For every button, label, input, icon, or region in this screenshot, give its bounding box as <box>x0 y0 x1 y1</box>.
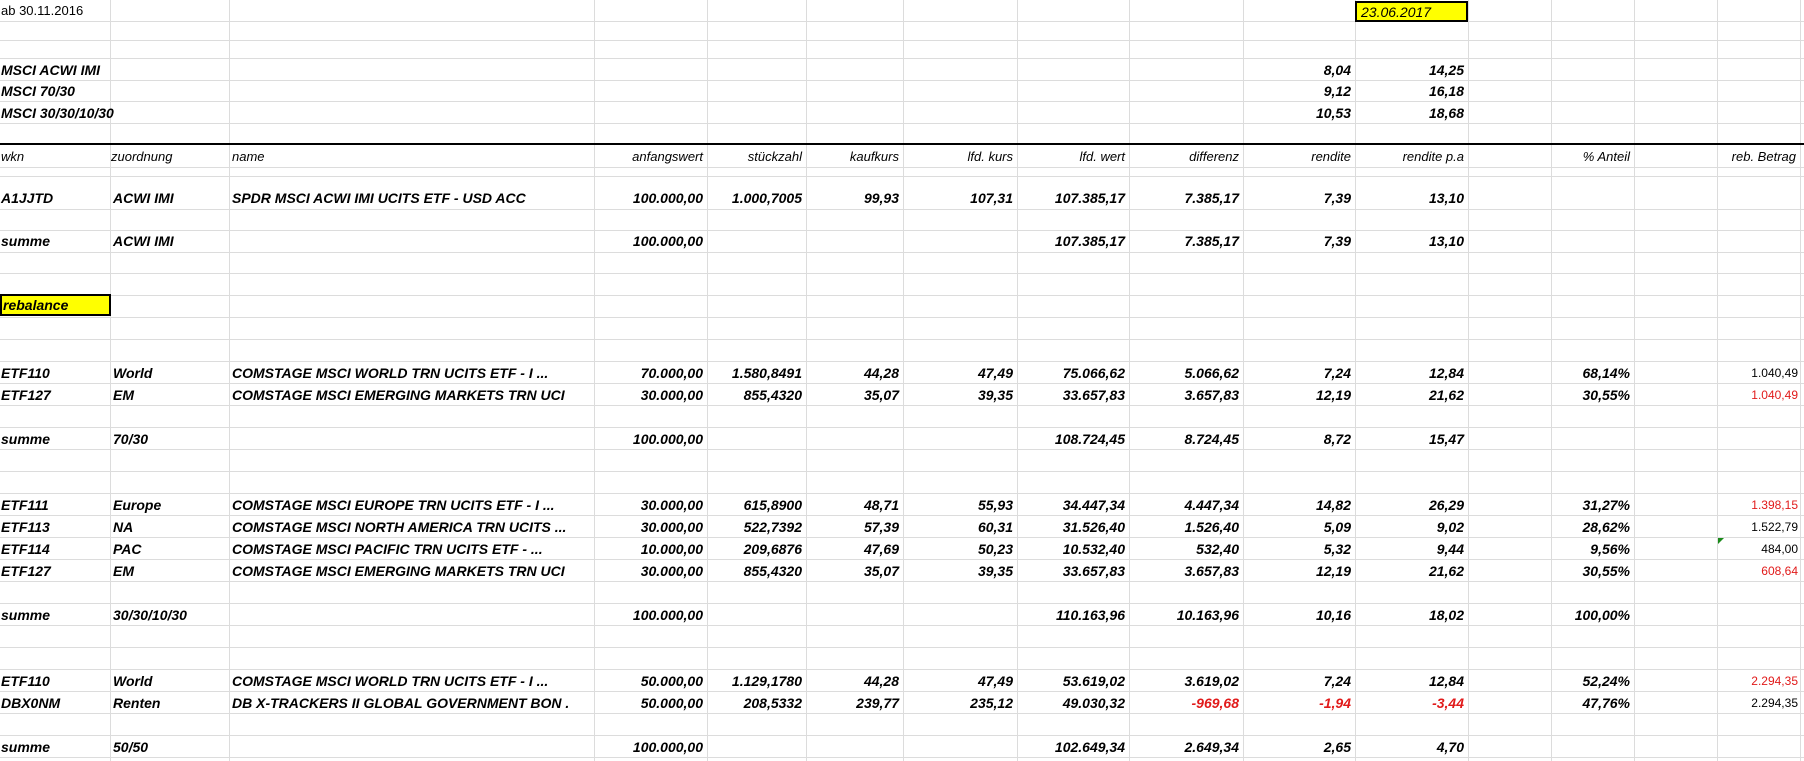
cell-kaufkurs[interactable]: 35,07 <box>863 563 899 579</box>
cell-lfd-wert[interactable]: 34.447,34 <box>1062 497 1125 513</box>
gridline <box>0 647 1804 648</box>
gridline <box>0 603 1804 604</box>
cell-lfd-kurs[interactable]: 55,93 <box>977 497 1013 513</box>
cell-name[interactable]: COMSTAGE MSCI PACIFIC TRN UCITS ETF - ... <box>232 541 543 557</box>
cell-lfd-kurs[interactable]: 39,35 <box>977 387 1013 403</box>
cell-benchmark-v2[interactable]: 14,25 <box>1428 62 1464 78</box>
cell-anfangswert[interactable]: 30.000,00 <box>640 497 703 513</box>
cell-anfangswert[interactable]: 100.000,00 <box>632 190 703 206</box>
cell-stueckzahl[interactable]: 522,7392 <box>743 519 802 535</box>
cell-kaufkurs[interactable]: 48,71 <box>863 497 899 513</box>
gridline <box>0 21 1804 22</box>
date-row <box>0 1 1804 21</box>
header-zuordnung[interactable]: zuordnung <box>111 149 173 164</box>
gridline <box>0 58 1804 59</box>
cell-rendite-pa[interactable]: 13,10 <box>1428 190 1464 206</box>
cell-rendite[interactable]: -1,94 <box>1319 695 1351 711</box>
cell-reb-betrag[interactable]: 1.040,49 <box>1751 388 1798 402</box>
summary-row <box>0 737 1804 757</box>
cell-rendite[interactable]: 7,39 <box>1323 190 1351 206</box>
cell-reb-betrag[interactable]: 2.294,35 <box>1751 696 1798 710</box>
header-name[interactable]: name <box>232 149 265 164</box>
gridline <box>0 625 1804 626</box>
cell-zuordnung[interactable]: World <box>113 365 153 381</box>
cell-zuordnung[interactable]: PAC <box>113 541 142 557</box>
table-row <box>0 363 1804 383</box>
cell-lfd-kurs[interactable]: 47,49 <box>977 673 1013 689</box>
cell-date[interactable]: ab 30.11.2016 <box>1 3 84 18</box>
summary-row <box>0 231 1804 251</box>
gridline <box>0 317 1804 318</box>
gridline <box>0 713 1804 714</box>
cell-anteil[interactable]: 47,76% <box>1582 695 1630 711</box>
cell-differenz[interactable]: 532,40 <box>1196 541 1239 557</box>
header-rendite[interactable]: rendite <box>1311 149 1351 164</box>
cell-name[interactable]: COMSTAGE MSCI NORTH AMERICA TRN UCITS ... <box>232 519 567 535</box>
cell-reb-betrag[interactable]: 1.040,49 <box>1751 366 1798 380</box>
cell-lfd-wert[interactable]: 49.030,32 <box>1062 695 1125 711</box>
cell-kaufkurs[interactable]: 44,28 <box>863 673 899 689</box>
cell-reb-betrag[interactable]: 1.522,79 <box>1751 520 1798 534</box>
cell-anfangswert[interactable]: 100.000,00 <box>632 431 703 447</box>
cell-anteil[interactable]: 9,56% <box>1590 541 1630 557</box>
header-stueckzahl[interactable]: stückzahl <box>747 149 802 164</box>
cell-rendite[interactable]: 12,19 <box>1315 563 1351 579</box>
cell-rendite-pa[interactable]: 9,02 <box>1436 519 1464 535</box>
cell-benchmark-v1[interactable]: 10,53 <box>1315 105 1351 121</box>
cell-differenz[interactable]: 5.066,62 <box>1184 365 1239 381</box>
cell-kaufkurs[interactable]: 239,77 <box>856 695 899 711</box>
gridline <box>0 405 1804 406</box>
cell-anfangswert[interactable]: 30.000,00 <box>640 519 703 535</box>
cell-rendite[interactable]: 7,39 <box>1323 233 1351 249</box>
table-row <box>0 693 1804 713</box>
cell-zuordnung[interactable]: ACWI IMI <box>113 233 174 249</box>
cell-differenz[interactable]: 2.649,34 <box>1184 739 1239 755</box>
cell-name[interactable]: COMSTAGE MSCI WORLD TRN UCITS ETF - I ... <box>232 673 549 689</box>
cell-rendite-pa[interactable]: 9,44 <box>1436 541 1464 557</box>
cell-lfd-wert[interactable]: 75.066,62 <box>1062 365 1125 381</box>
table-row <box>0 188 1804 208</box>
gridline <box>0 757 1804 758</box>
cell-benchmark-name[interactable]: MSCI ACWI IMI <box>1 62 101 78</box>
cell-kaufkurs[interactable]: 57,39 <box>863 519 899 535</box>
cell-lfd-wert[interactable]: 108.724,45 <box>1054 431 1125 447</box>
cell-lfd-kurs[interactable]: 47,49 <box>977 365 1013 381</box>
cell-kaufkurs[interactable]: 35,07 <box>863 387 899 403</box>
cell-rendite-pa[interactable]: 21,62 <box>1428 387 1464 403</box>
cell-anteil[interactable]: 31,27% <box>1582 497 1630 513</box>
gridline <box>0 427 1804 428</box>
gridline <box>0 273 1804 274</box>
cell-anfangswert[interactable]: 10.000,00 <box>640 541 703 557</box>
cell-stueckzahl[interactable]: 615,8900 <box>743 497 802 513</box>
benchmark-row <box>0 60 1804 80</box>
table-row <box>0 495 1804 515</box>
table-row <box>0 561 1804 581</box>
cell-benchmark-name[interactable]: MSCI 30/30/10/30 <box>1 105 114 121</box>
gridline <box>0 209 1804 210</box>
cell-anteil[interactable]: 30,55% <box>1582 563 1630 579</box>
gridline <box>0 167 1804 168</box>
cell-rendite-pa[interactable]: 15,47 <box>1428 431 1464 447</box>
cell-stueckzahl[interactable]: 1.580,8491 <box>731 365 802 381</box>
cell-anteil[interactable]: 68,14% <box>1582 365 1630 381</box>
cell-wkn[interactable]: ETF110 <box>1 673 50 689</box>
cell-anfangswert[interactable]: 30.000,00 <box>640 387 703 403</box>
header-wkn[interactable]: wkn <box>1 149 25 164</box>
cell-differenz[interactable]: 3.657,83 <box>1184 563 1239 579</box>
header-reb-betrag[interactable]: reb. Betrag <box>1731 149 1796 164</box>
gridline <box>0 735 1804 736</box>
gridline <box>0 581 1804 582</box>
header-lfd-wert[interactable]: lfd. wert <box>1079 149 1125 164</box>
cell-anteil[interactable]: 30,55% <box>1582 387 1630 403</box>
cell-benchmark-name[interactable]: MSCI 70/30 <box>1 83 75 99</box>
table-row <box>0 539 1804 559</box>
cell-benchmark-v1[interactable]: 8,04 <box>1323 62 1351 78</box>
cell-lfd-kurs[interactable]: 107,31 <box>970 190 1013 206</box>
cell-anfangswert[interactable]: 50.000,00 <box>640 695 703 711</box>
cell-anfangswert[interactable]: 50.000,00 <box>640 673 703 689</box>
benchmark-row <box>0 81 1804 101</box>
cell-lfd-kurs[interactable]: 60,31 <box>977 519 1013 535</box>
cell-name[interactable]: COMSTAGE MSCI EMERGING MARKETS TRN UCI <box>232 387 565 403</box>
cell-lfd-kurs[interactable]: 39,35 <box>977 563 1013 579</box>
cell-anteil[interactable]: 100,00% <box>1574 607 1630 623</box>
header-kaufkurs[interactable]: kaufkurs <box>849 149 899 164</box>
cell-anfangswert[interactable]: 30.000,00 <box>640 563 703 579</box>
cell-zuordnung[interactable]: Europe <box>113 497 162 513</box>
gridline <box>0 176 1804 177</box>
cell-zuordnung[interactable]: EM <box>113 387 134 403</box>
cell-rendite-pa[interactable]: 4,70 <box>1436 739 1464 755</box>
cell-benchmark-v2[interactable]: 18,68 <box>1428 105 1464 121</box>
cell-zuordnung[interactable]: EM <box>113 563 134 579</box>
header-top-border <box>0 143 1804 145</box>
cell-rendite[interactable]: 12,19 <box>1315 387 1351 403</box>
gridline <box>0 40 1804 41</box>
header-differenz[interactable]: differenz <box>1189 149 1239 164</box>
header-lfd-kurs[interactable]: lfd. kurs <box>967 149 1013 164</box>
gridline <box>0 449 1804 450</box>
gridline <box>0 669 1804 670</box>
cell-lfd-wert[interactable]: 53.619,02 <box>1062 673 1125 689</box>
cell-reb-betrag[interactable]: 608,64 <box>1761 564 1798 578</box>
cell-anteil[interactable]: 28,62% <box>1582 519 1630 535</box>
cell-rendite[interactable]: 2,65 <box>1323 739 1351 755</box>
cell-lfd-wert[interactable]: 110.163,96 <box>1055 607 1125 623</box>
gridline <box>0 493 1804 494</box>
cell-name[interactable]: COMSTAGE MSCI EMERGING MARKETS TRN UCI <box>232 563 565 579</box>
cell-name[interactable]: SPDR MSCI ACWI IMI UCITS ETF - USD ACC <box>232 190 526 206</box>
gridline <box>0 361 1804 362</box>
table-row <box>0 517 1804 537</box>
cell-benchmark-v2[interactable]: 16,18 <box>1428 83 1464 99</box>
cell-name[interactable]: DB X-TRACKERS II GLOBAL GOVERNMENT BON . <box>232 695 570 711</box>
gridline <box>0 537 1804 538</box>
cell-anfangswert[interactable]: 70.000,00 <box>640 365 703 381</box>
cell-wkn[interactable]: summe <box>1 739 51 755</box>
cell-kaufkurs[interactable]: 47,69 <box>863 541 899 557</box>
cell-stueckzahl[interactable]: 1.000,7005 <box>731 190 802 206</box>
cell-lfd-wert[interactable]: 33.657,83 <box>1062 563 1125 579</box>
cell-lfd-wert[interactable]: 31.526,40 <box>1062 519 1125 535</box>
cell-wkn[interactable]: ETF114 <box>1 541 50 557</box>
cell-wkn[interactable]: ETF111 <box>1 497 49 513</box>
comment-indicator[interactable] <box>1718 538 1724 544</box>
header-anteil[interactable]: % Anteil <box>1582 149 1630 164</box>
gridline <box>0 471 1804 472</box>
cell-rendite-pa[interactable]: 18,02 <box>1428 607 1464 623</box>
cell-zuordnung[interactable]: 70/30 <box>113 431 149 447</box>
cell-date-highlight[interactable]: 23.06.2017 <box>1355 1 1468 22</box>
cell-stueckzahl[interactable]: 855,4320 <box>743 387 802 403</box>
cell-zuordnung[interactable]: NA <box>113 519 134 535</box>
cell-rebalance[interactable]: rebalance <box>0 294 111 316</box>
cell-anfangswert[interactable]: 100.000,00 <box>632 739 703 755</box>
cell-lfd-wert[interactable]: 10.532,40 <box>1062 541 1125 557</box>
cell-differenz[interactable]: 7.385,17 <box>1184 190 1239 206</box>
gridline <box>0 515 1804 516</box>
cell-differenz[interactable]: 3.657,83 <box>1184 387 1239 403</box>
gridline <box>0 101 1804 102</box>
cell-stueckzahl[interactable]: 855,4320 <box>743 563 802 579</box>
cell-name[interactable]: COMSTAGE MSCI EUROPE TRN UCITS ETF - I ... <box>232 497 555 513</box>
gridline <box>0 123 1804 124</box>
cell-stueckzahl[interactable]: 208,5332 <box>743 695 802 711</box>
gridline <box>0 383 1804 384</box>
cell-rendite[interactable]: 5,09 <box>1323 519 1351 535</box>
cell-wkn[interactable]: ETF127 <box>1 563 51 579</box>
cell-rendite[interactable]: 14,82 <box>1315 497 1351 513</box>
cell-zuordnung[interactable]: ACWI IMI <box>113 190 174 206</box>
header-rendite-pa[interactable]: rendite p.a <box>1402 149 1464 164</box>
summary-row <box>0 605 1804 625</box>
header-anfangswert[interactable]: anfangswert <box>632 149 703 164</box>
benchmark-row <box>0 103 1804 123</box>
cell-wkn[interactable]: summe <box>1 233 51 249</box>
table-row <box>0 671 1804 691</box>
cell-wkn[interactable]: ETF110 <box>1 365 50 381</box>
cell-lfd-kurs[interactable]: 50,23 <box>977 541 1013 557</box>
cell-reb-betrag[interactable]: 2.294,35 <box>1751 674 1798 688</box>
cell-name[interactable]: COMSTAGE MSCI WORLD TRN UCITS ETF - I ... <box>232 365 549 381</box>
cell-rendite[interactable]: 8,72 <box>1323 431 1351 447</box>
cell-differenz[interactable]: 1.526,40 <box>1184 519 1239 535</box>
cell-benchmark-v1[interactable]: 9,12 <box>1323 83 1351 99</box>
cell-anfangswert[interactable]: 100.000,00 <box>632 607 703 623</box>
cell-anteil[interactable]: 52,24% <box>1582 673 1630 689</box>
cell-lfd-kurs[interactable]: 235,12 <box>970 695 1013 711</box>
cell-stueckzahl[interactable]: 209,6876 <box>743 541 802 557</box>
cell-differenz[interactable]: 4.447,34 <box>1184 497 1239 513</box>
cell-reb-betrag[interactable]: 484,00 <box>1761 542 1798 556</box>
cell-rendite[interactable]: 7,24 <box>1323 673 1351 689</box>
cell-kaufkurs[interactable]: 44,28 <box>863 365 899 381</box>
cell-wkn[interactable]: summe <box>1 607 51 623</box>
cell-rendite-pa[interactable]: 13,10 <box>1428 233 1464 249</box>
header-row <box>0 147 1804 167</box>
cell-wkn[interactable]: summe <box>1 431 51 447</box>
cell-zuordnung[interactable]: Renten <box>113 695 161 711</box>
cell-rendite[interactable]: 5,32 <box>1323 541 1351 557</box>
cell-stueckzahl[interactable]: 1.129,1780 <box>731 673 802 689</box>
cell-differenz[interactable]: 7.385,17 <box>1184 233 1239 249</box>
cell-lfd-wert[interactable]: 107.385,17 <box>1054 190 1125 206</box>
cell-wkn[interactable]: ETF127 <box>1 387 51 403</box>
cell-differenz[interactable]: 10.163,96 <box>1176 607 1239 623</box>
cell-zuordnung[interactable]: 30/30/10/30 <box>113 607 187 623</box>
cell-anfangswert[interactable]: 100.000,00 <box>632 233 703 249</box>
cell-rendite[interactable]: 7,24 <box>1323 365 1351 381</box>
cell-lfd-wert[interactable]: 33.657,83 <box>1062 387 1125 403</box>
table-row <box>0 385 1804 405</box>
cell-differenz[interactable]: 3.619,02 <box>1184 673 1239 689</box>
cell-differenz[interactable]: -969,68 <box>1191 695 1239 711</box>
gridline <box>0 559 1804 560</box>
gridline <box>0 691 1804 692</box>
cell-wkn[interactable]: DBX0NM <box>1 695 61 711</box>
gridline <box>0 295 1804 296</box>
cell-differenz[interactable]: 8.724,45 <box>1184 431 1239 447</box>
cell-wkn[interactable]: A1JJTD <box>1 190 54 206</box>
cell-reb-betrag[interactable]: 1.398,15 <box>1751 498 1798 512</box>
gridline <box>0 252 1804 253</box>
cell-rendite-pa[interactable]: 12,84 <box>1428 365 1464 381</box>
cell-rendite-pa[interactable]: 21,62 <box>1428 563 1464 579</box>
cell-rendite-pa[interactable]: 26,29 <box>1428 497 1464 513</box>
summary-row <box>0 429 1804 449</box>
cell-wkn[interactable]: ETF113 <box>1 519 50 535</box>
cell-rendite-pa[interactable]: 12,84 <box>1428 673 1464 689</box>
cell-zuordnung[interactable]: 50/50 <box>113 739 149 755</box>
cell-kaufkurs[interactable]: 99,93 <box>863 190 899 206</box>
cell-lfd-wert[interactable]: 102.649,34 <box>1054 739 1125 755</box>
cell-rendite-pa[interactable]: -3,44 <box>1432 695 1464 711</box>
cell-zuordnung[interactable]: World <box>113 673 153 689</box>
cell-rendite[interactable]: 10,16 <box>1315 607 1351 623</box>
gridline <box>0 339 1804 340</box>
cell-lfd-wert[interactable]: 107.385,17 <box>1054 233 1125 249</box>
